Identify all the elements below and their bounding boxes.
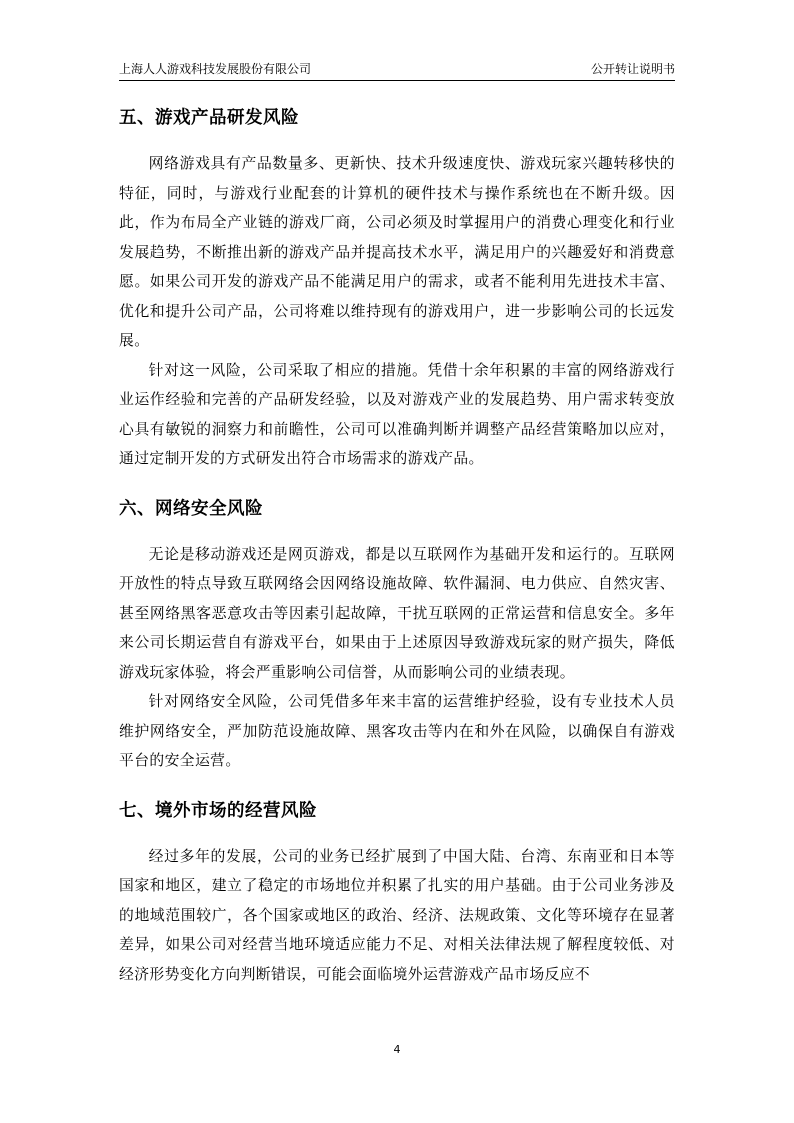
paragraph: 针对网络安全风险，公司凭借多年来丰富的运营维护经验，设有专业技术人员维护网络安全，严加防范设施故障、黑客攻击等内在和外在风险，以确保自有游戏平台的安全运营。 [119, 693, 675, 769]
paragraph: 网络游戏具有产品数量多、更新快、技术升级速度快、游戏玩家兴趣转移快的特征，同时，与游戏行业配套的计算机的硬件技术与操作系统也在不断升级。因此，作为布局全产业链的游戏厂商，公司必须及时掌握用户的消费心理变化和行业发展趋势，不断推出新的游戏产品并提高技术水平，满足用户的兴趣爱好和消费意愿。如果公司开发的游戏产品不能满足用户的需求，或者不能利用先进技术丰富、优化和提升公司产品，公司将难以维持现有的游戏用户，进一步影响公司的长远发展。 [119, 155, 675, 349]
section-heading: 五、游戏产品研发风险 [119, 108, 299, 128]
paragraph: 针对这一风险，公司采取了相应的措施。凭借十余年积累的丰富的网络游戏行业运作经验和完善的产品研发经验，以及对游戏产业的发展趋势、用户需求转变放心具有敏锐的洞察力和前瞻性，公司可以准确判断并调整产品经营策略加以应对，通过定制开发的方式研发出符合市场需求的游戏产品。 [119, 361, 675, 467]
section-heading: 六、网络安全风险 [119, 498, 263, 519]
paragraph: 无论是移动游戏还是网页游戏，都是以互联网作为基础开发和运行的。互联网开放性的特点导致互联网络会因网络设施故障、软件漏洞、电力供应、自然灾害、甚至网络黑客恶意攻击等因素引起故障，干扰互联网的正常运营和信息安全。多年来公司长期运营自有游戏平台，如果由于上述原因导致游戏玩家的财产损失，降低游戏玩家体验，将会严重影响公司信誉，从而影响公司的业绩表现。 [119, 545, 675, 681]
section-heading: 七、境外市场的经营风险 [119, 800, 317, 821]
page-header [119, 58, 675, 81]
page-number: 4 [393, 1043, 401, 1056]
paragraph: 经过多年的发展，公司的业务已经扩展到了中国大陆、台湾、东南亚和日本等国家和地区，建立了稳定的市场地位并积累了扎实的用户基础。由于公司业务涉及的地域范围较广，各个国家或地区的政治、经济、法规政策、文化等环境存在显著差异，如果公司对经营当地环境适应能力不足、对相关法律法规了解程度较低、对经济形势变化方向判断错误，可能会面临境外运营游戏产品市场反应不 [119, 847, 675, 983]
header-doc-title: 公开转让说明书 [590, 62, 675, 76]
header-company: 上海人人游戏科技发展股份有限公司 [119, 62, 312, 76]
page-content [119, 100, 675, 989]
